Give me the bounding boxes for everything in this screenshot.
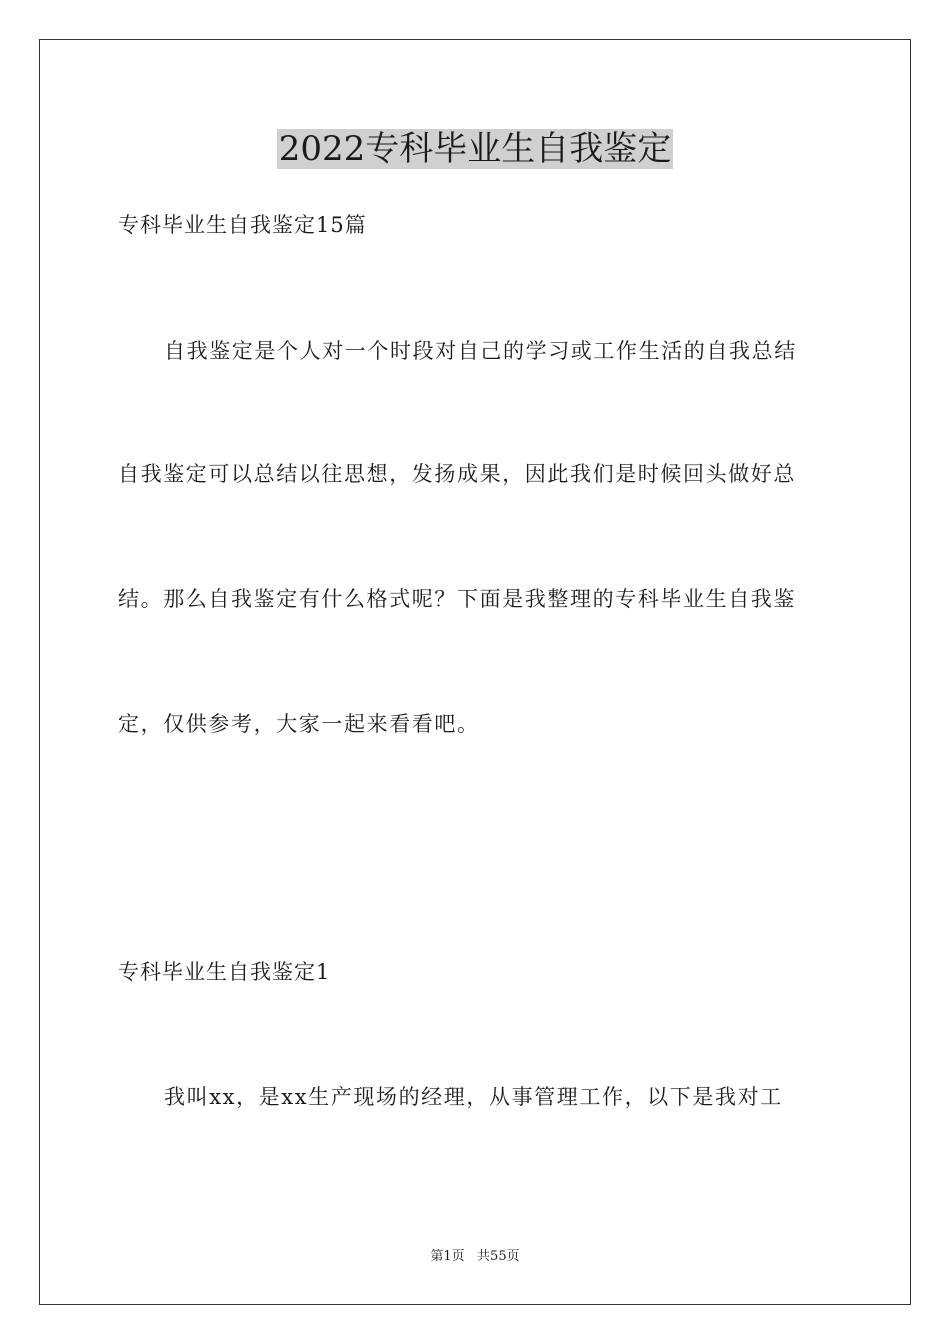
document-title	[0, 127, 950, 171]
page-footer: 第1页 共55页	[430, 1249, 520, 1264]
section-heading: 专科毕业生自我鉴定1	[118, 960, 331, 984]
intro-line-3: 结。那么自我鉴定有什么格式呢？下面是我整理的专科毕业生自我鉴	[118, 587, 796, 611]
intro-line-2: 自我鉴定可以总结以往思想，发扬成果，因此我们是时候回头做好总	[118, 462, 796, 486]
intro-line-4: 定，仅供参考，大家一起来看看吧。	[118, 712, 480, 736]
document-subtitle: 专科毕业生自我鉴定15篇	[118, 213, 367, 237]
section-line-1: 我叫xx，是xx生产现场的经理，从事管理工作，以下是我对工	[164, 1085, 783, 1109]
document-title-text: 2022专科毕业生自我鉴定	[278, 129, 672, 169]
intro-line-1: 自我鉴定是个人对一个时段对自己的学习或工作生活的自我总结	[164, 339, 797, 363]
